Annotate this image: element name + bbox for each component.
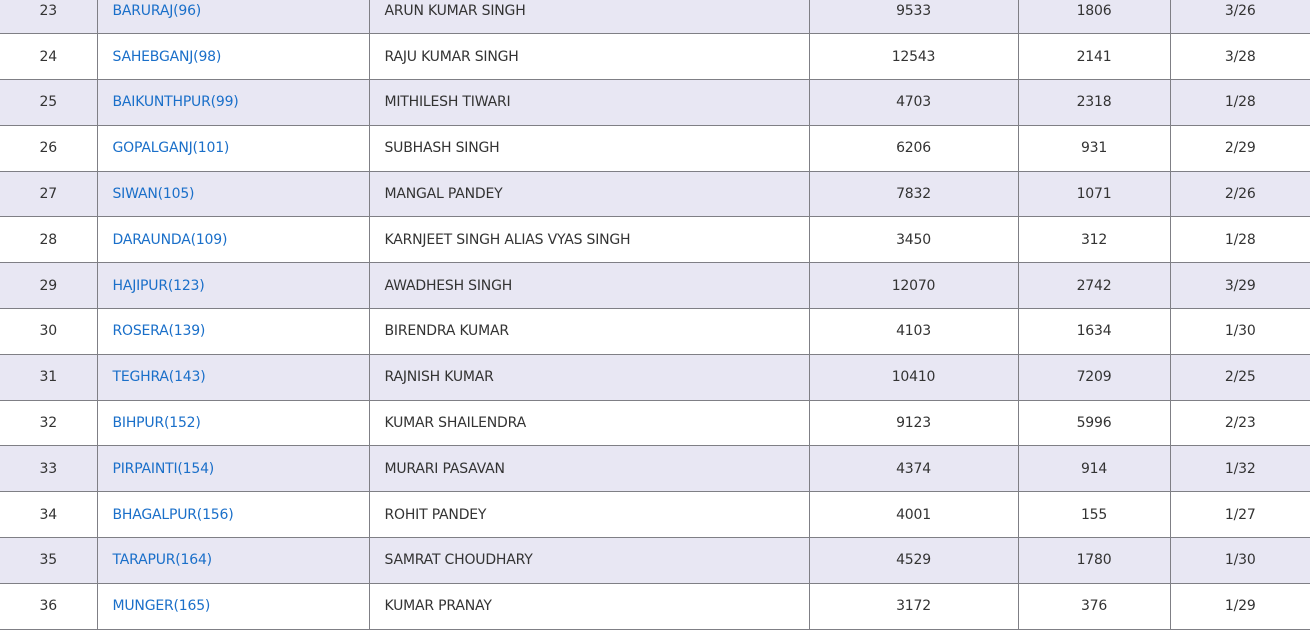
serial-number-cell: 25 xyxy=(0,80,97,126)
status-cell: 2/25 xyxy=(1170,354,1310,400)
constituency-link[interactable]: ROSERA(139) xyxy=(112,323,206,340)
constituency-link[interactable]: MUNGER(165) xyxy=(112,598,211,615)
margin-cell: 155 xyxy=(1018,492,1170,538)
margin-cell: 5996 xyxy=(1018,400,1170,446)
total-votes-cell: 9533 xyxy=(809,0,1018,34)
table-row xyxy=(0,34,1310,80)
constituency-cell xyxy=(97,538,369,584)
table-row xyxy=(0,263,1310,309)
status-cell: 1/29 xyxy=(1170,583,1310,629)
constituency-link[interactable]: HAJIPUR(123) xyxy=(112,277,205,294)
total-votes-cell: 12070 xyxy=(809,263,1018,309)
margin-cell: 1780 xyxy=(1018,538,1170,584)
table-row xyxy=(0,309,1310,355)
constituency-cell xyxy=(97,309,369,355)
candidate-name-cell: RAJNISH KUMAR xyxy=(369,354,809,400)
status-cell: 1/28 xyxy=(1170,80,1310,126)
candidate-name-cell: KARNJEET SINGH ALIAS VYAS SINGH xyxy=(369,217,809,263)
serial-number-cell: 23 xyxy=(0,0,97,34)
serial-number-cell: 30 xyxy=(0,309,97,355)
serial-number-cell: 34 xyxy=(0,492,97,538)
constituency-cell xyxy=(97,492,369,538)
candidate-name-cell: AWADHESH SINGH xyxy=(369,263,809,309)
constituency-link[interactable]: DARAUNDA(109) xyxy=(112,231,228,248)
table-row xyxy=(0,354,1310,400)
total-votes-cell: 4703 xyxy=(809,80,1018,126)
candidate-name-cell: SUBHASH SINGH xyxy=(369,125,809,171)
status-cell: 1/30 xyxy=(1170,538,1310,584)
status-cell: 1/27 xyxy=(1170,492,1310,538)
margin-cell: 312 xyxy=(1018,217,1170,263)
total-votes-cell: 4103 xyxy=(809,309,1018,355)
status-cell: 1/28 xyxy=(1170,217,1310,263)
total-votes-cell: 12543 xyxy=(809,34,1018,80)
table-row xyxy=(0,400,1310,446)
total-votes-cell: 4001 xyxy=(809,492,1018,538)
margin-cell: 931 xyxy=(1018,125,1170,171)
total-votes-cell: 6206 xyxy=(809,125,1018,171)
margin-cell: 1806 xyxy=(1018,0,1170,34)
constituency-link[interactable]: BHAGALPUR(156) xyxy=(112,506,234,523)
candidate-name-cell: ROHIT PANDEY xyxy=(369,492,809,538)
constituency-link[interactable]: SAHEBGANJ(98) xyxy=(112,48,222,65)
constituency-link[interactable]: SIWAN(105) xyxy=(112,186,195,203)
candidate-name-cell: BIRENDRA KUMAR xyxy=(369,309,809,355)
serial-number-cell: 32 xyxy=(0,400,97,446)
status-cell: 3/28 xyxy=(1170,34,1310,80)
margin-cell: 2318 xyxy=(1018,80,1170,126)
constituency-cell xyxy=(97,171,369,217)
total-votes-cell: 7832 xyxy=(809,171,1018,217)
status-cell: 3/26 xyxy=(1170,0,1310,34)
candidate-name-cell: MITHILESH TIWARI xyxy=(369,80,809,126)
constituency-cell xyxy=(97,34,369,80)
table-row xyxy=(0,0,1310,34)
constituency-cell xyxy=(97,446,369,492)
total-votes-cell: 4374 xyxy=(809,446,1018,492)
serial-number-cell: 31 xyxy=(0,354,97,400)
candidate-name-cell: KUMAR SHAILENDRA xyxy=(369,400,809,446)
candidate-name-cell: RAJU KUMAR SINGH xyxy=(369,34,809,80)
constituency-link[interactable]: PIRPAINTI(154) xyxy=(112,460,215,477)
constituency-cell xyxy=(97,0,369,34)
table-row xyxy=(0,492,1310,538)
margin-cell: 376 xyxy=(1018,583,1170,629)
candidate-name-cell: MANGAL PANDEY xyxy=(369,171,809,217)
constituency-link[interactable]: BIHPUR(152) xyxy=(112,415,201,432)
table-row xyxy=(0,538,1310,584)
constituency-link[interactable]: GOPALGANJ(101) xyxy=(112,140,230,157)
total-votes-cell: 4529 xyxy=(809,538,1018,584)
candidate-name-cell: KUMAR PRANAY xyxy=(369,583,809,629)
candidate-name-cell: MURARI PASAVAN xyxy=(369,446,809,492)
serial-number-cell: 29 xyxy=(0,263,97,309)
constituency-cell xyxy=(97,80,369,126)
status-cell: 2/23 xyxy=(1170,400,1310,446)
status-cell: 2/26 xyxy=(1170,171,1310,217)
total-votes-cell: 3172 xyxy=(809,583,1018,629)
serial-number-cell: 35 xyxy=(0,538,97,584)
serial-number-cell: 36 xyxy=(0,583,97,629)
constituency-cell xyxy=(97,354,369,400)
constituency-link[interactable]: BAIKUNTHPUR(99) xyxy=(112,94,239,111)
margin-cell: 7209 xyxy=(1018,354,1170,400)
constituency-cell xyxy=(97,263,369,309)
total-votes-cell: 3450 xyxy=(809,217,1018,263)
margin-cell: 1071 xyxy=(1018,171,1170,217)
status-cell: 1/30 xyxy=(1170,309,1310,355)
serial-number-cell: 28 xyxy=(0,217,97,263)
serial-number-cell: 24 xyxy=(0,34,97,80)
constituency-link[interactable]: TARAPUR(164) xyxy=(112,552,212,569)
table-row xyxy=(0,171,1310,217)
serial-number-cell: 26 xyxy=(0,125,97,171)
total-votes-cell: 9123 xyxy=(809,400,1018,446)
margin-cell: 2742 xyxy=(1018,263,1170,309)
constituency-link[interactable]: BARURAJ(96) xyxy=(112,2,202,19)
constituency-link[interactable]: TEGHRA(143) xyxy=(112,369,206,386)
table-row xyxy=(0,80,1310,126)
constituency-cell xyxy=(97,583,369,629)
status-cell: 3/29 xyxy=(1170,263,1310,309)
total-votes-cell: 10410 xyxy=(809,354,1018,400)
table-row xyxy=(0,583,1310,629)
table-row xyxy=(0,217,1310,263)
margin-cell: 914 xyxy=(1018,446,1170,492)
status-cell: 1/32 xyxy=(1170,446,1310,492)
candidate-name-cell: ARUN KUMAR SINGH xyxy=(369,0,809,34)
constituency-cell xyxy=(97,400,369,446)
table-row xyxy=(0,125,1310,171)
serial-number-cell: 27 xyxy=(0,171,97,217)
serial-number-cell: 33 xyxy=(0,446,97,492)
constituency-cell xyxy=(97,125,369,171)
status-cell: 2/29 xyxy=(1170,125,1310,171)
margin-cell: 1634 xyxy=(1018,309,1170,355)
constituency-cell xyxy=(97,217,369,263)
margin-cell: 2141 xyxy=(1018,34,1170,80)
table-row xyxy=(0,446,1310,492)
candidate-name-cell: SAMRAT CHOUDHARY xyxy=(369,538,809,584)
